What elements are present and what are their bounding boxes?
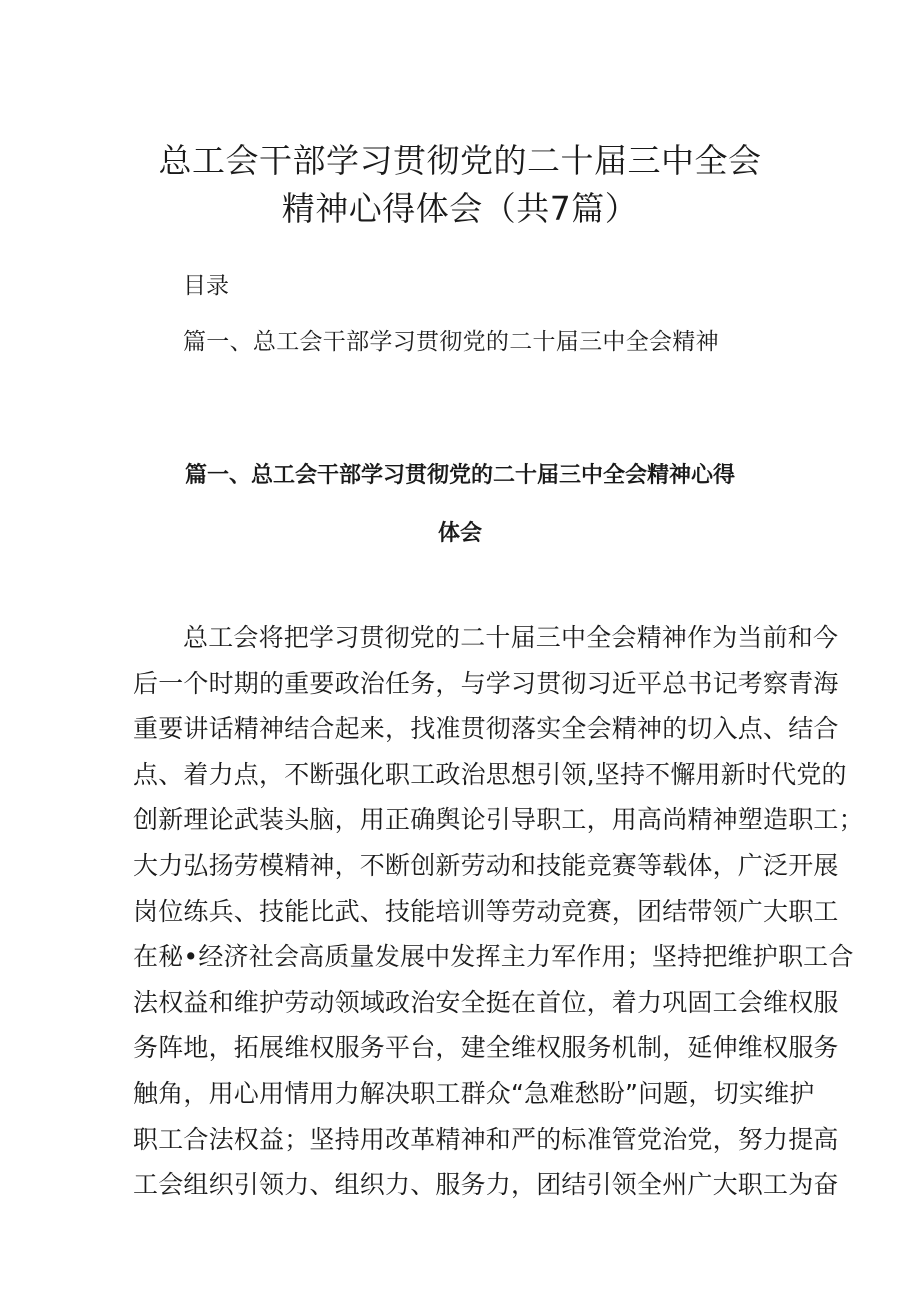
body-line: 岗位练兵、技能比武、技能培训等劳动竞赛，团结带领广大职工: [133, 896, 839, 926]
toc-label: 目录: [183, 273, 229, 299]
body-line: 在秘•经济社会高质量发展中发挥主力军作用；坚持把维护职工合: [133, 942, 854, 972]
document-title-line-2: 精神心得体会（共7篇）: [281, 189, 639, 228]
body-line: 职工合法权益；坚持用改革精神和严的标准管党治党，努力提高: [133, 1124, 839, 1154]
body-line: 总工会将把学习贯彻党的二十届三中全会精神作为当前和今: [183, 623, 839, 652]
toc-entry[interactable]: 篇一、总工会干部学习贯彻党的二十届三中全会精神: [183, 329, 719, 355]
body-line: 触角，用心用情用力解决职工群众“急难愁盼”问题，切实维护: [133, 1078, 815, 1108]
body-line: 大力弘扬劳模精神，不断创新劳动和技能竞赛等载体，广泛开展: [133, 850, 839, 880]
body-line: 务阵地，拓展维权服务平台，建全维权服务机制，延伸维权服务: [133, 1033, 839, 1063]
body-line: 重要讲话精神结合起来，找准贯彻落实全会精神的切入点、结合: [133, 714, 839, 744]
body-line: 创新理论武装头脑，用正确舆论引导职工，用高尚精神塑造职工；: [133, 805, 864, 835]
document-title-line-1: 总工会干部学习贯彻党的二十届三中全会: [158, 141, 762, 180]
section-heading-line-2: 体会: [437, 521, 482, 546]
body-line: 工会组织引领力、组织力、服务力，团结引领全州广大职工为奋: [133, 1170, 839, 1200]
body-line: 后一个时期的重要政治任务，与学习贯彻习近平总书记考察青海: [133, 668, 839, 698]
body-line: 点、着力点，不断强化职工政治思想引领,坚持不懈用新时代党的: [133, 759, 847, 789]
section-heading-line-1: 篇一、总工会干部学习贯彻党的二十届三中全会精神心得: [184, 463, 735, 488]
body-line: 法权益和维护劳动领域政治安全挺在首位，着力巩固工会维权服: [133, 987, 839, 1017]
section-body: [133, 615, 864, 1208]
